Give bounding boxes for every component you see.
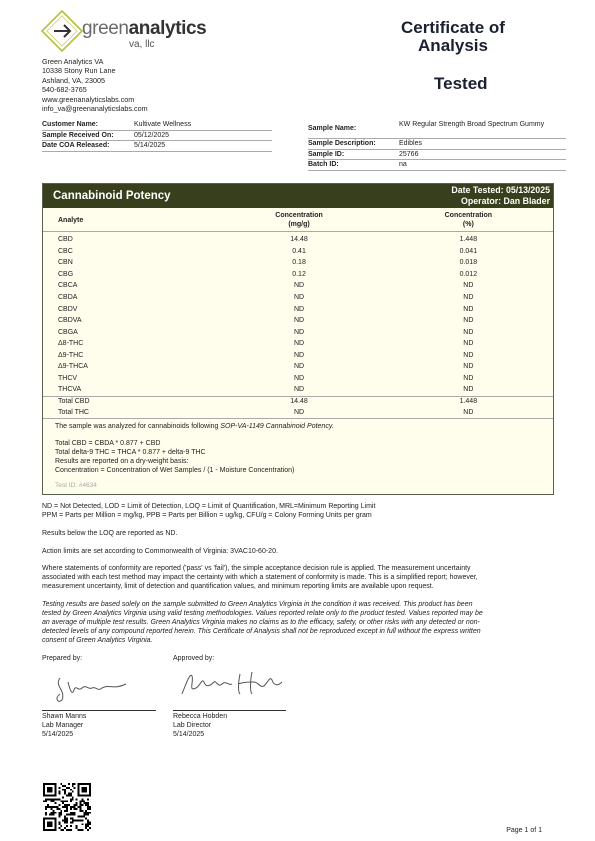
concentration-pct-cell: ND xyxy=(463,282,474,290)
table-row xyxy=(43,396,553,408)
table-row xyxy=(43,407,553,419)
analyte-cell: CBN xyxy=(58,259,73,267)
analyte-cell: CBDA xyxy=(58,294,78,301)
concentration-pct-cell: ND xyxy=(463,374,474,382)
address-line: info_va@greenanalyticslabs.com xyxy=(42,104,148,114)
approver-block xyxy=(173,713,227,739)
table-row xyxy=(43,292,553,304)
abbreviation-legend: ND = Not Detected, LOD = Limit of Detection, LOQ = Limit of Quantification, MRL=Minimum Reporting Limit PPM = Parts per Million = mg/kg, PPB = Parts per Billion = ug/kg, CFU/g = Colony Forming Units per gram xyxy=(42,503,376,519)
analyte-cell: Δ9-THCA xyxy=(58,363,88,371)
info-row: Sample Description: Edibles xyxy=(308,139,566,150)
table-row xyxy=(43,269,553,281)
table-row xyxy=(43,373,553,385)
concentration-mg-cell: ND xyxy=(293,305,305,313)
address-line: Ashland, VA, 23005 xyxy=(42,75,106,85)
concentration-mg-cell: ND xyxy=(293,351,305,359)
info-row: Date COA Released: 5/14/2025 xyxy=(42,141,272,152)
analyte-cell: Δ9-THC xyxy=(58,351,84,359)
concentration-pct-cell: 0.012 xyxy=(459,270,478,278)
table-row xyxy=(43,338,553,350)
concentration-pct-cell: ND xyxy=(463,328,474,336)
document-title: Certificate of Analysis xyxy=(401,18,505,55)
info-row: Customer Name: Kultivate Wellness xyxy=(42,120,272,131)
concentration-pct-cell: ND xyxy=(463,294,474,301)
concentration-mg-cell: 0.12 xyxy=(292,270,306,278)
uncertainty-note: Where statements of conformity are reported ('pass' vs 'fail'), the simple acceptance decision rule is applied. The measurement uncertainty associated with each test method may impact the certainty with which a statement of conformity is made. This is a simplified report; however, measurement uncertainty, limit of detection and quantification values, and minimum reporting limits are available upon request. xyxy=(42,565,478,590)
approver-title: Lab Director xyxy=(173,721,212,729)
sample-info xyxy=(308,120,566,171)
logo-brand: greenanalytics xyxy=(82,18,207,39)
analyte-cell: Total THC xyxy=(58,408,89,416)
concentration-pct-cell: 1.448 xyxy=(459,236,478,244)
customer-info xyxy=(42,120,272,152)
analyte-cell: THCV xyxy=(58,374,78,382)
concentration-mg-cell: ND xyxy=(293,328,305,336)
concentration-mg-cell: 14.48 xyxy=(290,236,308,244)
info-row: Sample ID: 25766 xyxy=(308,150,566,161)
analyte-cell: CBCA xyxy=(58,282,78,290)
concentration-mg-cell: ND xyxy=(293,282,305,290)
lab-address xyxy=(42,57,148,113)
table-row xyxy=(43,234,553,246)
table-row xyxy=(43,280,553,292)
table-row xyxy=(43,246,553,258)
concentration-mg-cell: 0.18 xyxy=(292,259,306,267)
table-row xyxy=(43,384,553,396)
info-row: Batch ID: na xyxy=(308,160,566,171)
concentration-mg-cell: ND xyxy=(293,340,305,348)
concentration-mg-cell: ND xyxy=(293,294,305,301)
potency-header xyxy=(43,184,553,208)
concentration-pct-cell: ND xyxy=(463,363,474,371)
concentration-pct-cell: 1.448 xyxy=(459,398,478,406)
approver-date: 5/14/2025 xyxy=(173,730,205,738)
logo-subtitle: va, llc xyxy=(129,39,155,50)
analyte-cell: Total CBD xyxy=(58,398,90,406)
preparer-date: 5/14/2025 xyxy=(42,730,74,738)
concentration-pct-cell: 0.018 xyxy=(459,259,478,267)
status-label: Tested xyxy=(434,74,488,93)
preparer-title: Lab Manager xyxy=(42,721,84,729)
concentration-mg-cell: 0.41 xyxy=(292,247,306,255)
analyte-cell: CBDVA xyxy=(58,317,82,325)
table-row xyxy=(43,349,553,361)
info-row: Sample Received On: 05/12/2025 xyxy=(42,131,272,142)
potency-table xyxy=(43,210,553,419)
table-row xyxy=(43,326,553,338)
concentration-pct-cell: ND xyxy=(463,317,474,325)
preparer-name: Shawn Manns xyxy=(42,713,87,720)
concentration-mg-cell: ND xyxy=(293,408,305,416)
approver-name: Rebecca Hobden xyxy=(173,713,228,720)
action-limits-note: Action limits are set according to Commonwealth of Virginia: 3VAC10-60-20. xyxy=(42,548,278,555)
address-line: 540-682-3765 xyxy=(42,85,87,95)
analyte-cell: CBG xyxy=(58,270,74,278)
table-header: Analyte Concentration (mg/g) Concentration (%) xyxy=(43,210,553,232)
table-row xyxy=(43,361,553,373)
concentration-pct-cell: ND xyxy=(463,305,474,313)
loq-note: Results below the LOQ are reported as ND. xyxy=(42,530,178,537)
address-line: Green Analytics VA xyxy=(42,57,104,66)
page-number: Page 1 of 1 xyxy=(506,827,542,834)
analyte-cell: CBD xyxy=(58,236,73,244)
concentration-mg-cell: ND xyxy=(293,363,305,371)
method-notes: The sample was analyzed for cannabinoids following SOP-VA-1149 Cannabinoid Potency. Total CBD = CBDA * 0.877 + CBD Total delta-9 THC = THCA * 0.877 + delta-9 THC Results are reported on a dry-weight basis: Concentration = Concentration of Wet Samples / (1 - Moisture Concentration) xyxy=(55,423,334,474)
prepared-by-label: Prepared by: xyxy=(42,655,83,662)
concentration-pct-cell: ND xyxy=(463,386,474,394)
approved-by-label: Approved by: xyxy=(173,655,215,662)
info-row: Sample Name: KW Regular Strength Broad Spectrum Gummy xyxy=(308,120,566,139)
concentration-mg-cell: ND xyxy=(293,386,305,394)
signature-approver xyxy=(178,664,288,704)
preparer-block xyxy=(42,713,86,739)
analyte-cell: CBGA xyxy=(58,328,78,336)
concentration-mg-cell: 14.48 xyxy=(290,398,308,406)
test-id: Test ID: #4634 xyxy=(55,482,97,489)
address-line: www.greenanalyticslabs.com xyxy=(42,94,135,104)
concentration-mg-cell: ND xyxy=(293,374,305,382)
concentration-pct-cell: ND xyxy=(463,340,474,348)
logo-arrow-icon xyxy=(40,10,84,52)
concentration-pct-cell: ND xyxy=(463,351,474,359)
analyte-cell: THCVA xyxy=(58,386,82,394)
concentration-pct-cell: ND xyxy=(463,408,474,416)
concentration-mg-cell: ND xyxy=(293,317,305,325)
concentration-pct-cell: 0.041 xyxy=(459,247,478,255)
test-meta: Date Tested: 05/13/2025 Operator: Dan Blader xyxy=(451,185,550,206)
potency-panel xyxy=(42,183,554,495)
table-row xyxy=(43,315,553,327)
analyte-cell: CBC xyxy=(58,247,73,255)
table-row xyxy=(43,303,553,315)
potency-title: Cannabinoid Potency xyxy=(53,190,171,202)
qr-code xyxy=(42,783,92,831)
address-line: 10338 Stony Run Lane xyxy=(42,66,116,76)
analyte-cell: Δ8-THC xyxy=(58,340,84,348)
table-row xyxy=(43,257,553,269)
disclaimer: Testing results are based solely on the sample submitted to Green Analytics Virginia in the condition it was received. This product has been tested by Green Analytics Virginia using valid testing methodologies. Values reported relate only to the product tested. Values reported may be an average of multiple test results. Green Analytics Virginia makes no claims as to the efficacy, safety, or other risks with any detected or non- detected levels of any compound reported herein. This Certificate of Analysis shall not be reproduced except in full without the express written consent of Green Analytics Virginia. xyxy=(42,601,483,644)
signature-preparer xyxy=(52,668,142,708)
analyte-cell: CBDV xyxy=(58,305,78,313)
